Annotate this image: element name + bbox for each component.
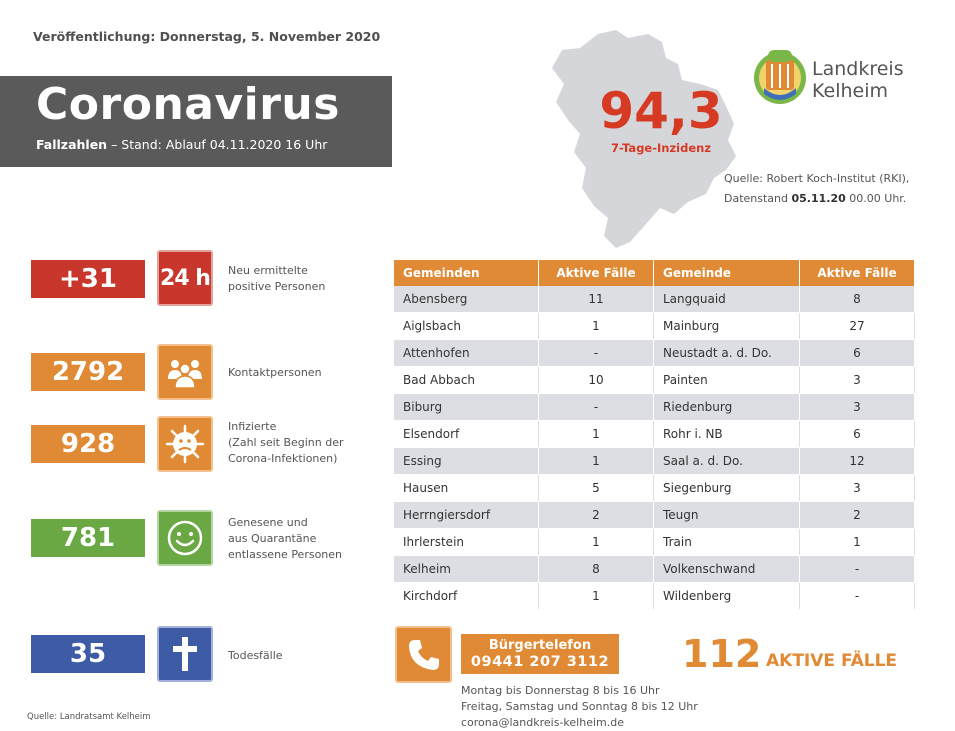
logo-text-line2: Kelheim	[812, 80, 888, 102]
subtitle-bold: Fallzahlen	[36, 137, 108, 152]
hotline-box	[461, 634, 619, 674]
municipality-name: Essing	[394, 448, 539, 475]
municipality-name: Teugn	[654, 502, 800, 529]
municipality-name: Volkenschwand	[654, 556, 800, 583]
rki-source-suffix: 00.00 Uhr.	[845, 192, 907, 205]
municipality-name: Siegenburg	[654, 475, 800, 502]
active-cases: 3	[800, 394, 915, 421]
active-cases: -	[800, 556, 915, 583]
rki-source-line2	[724, 189, 909, 209]
municipality-name: Riedenburg	[654, 394, 800, 421]
table-row	[394, 475, 915, 502]
incidence-label: 7-Tage-Inzidenz	[610, 141, 712, 155]
recovered-value: 781	[31, 519, 145, 557]
header-gemeinde-right: Gemeinde	[654, 260, 800, 286]
active-cases: 8	[539, 556, 654, 583]
municipality-name: Kirchdorf	[394, 583, 539, 610]
table-row	[394, 340, 915, 367]
header-faelle-right: Aktive Fälle	[800, 260, 915, 286]
deaths-label: Todesfälle	[228, 649, 283, 662]
title-banner	[0, 76, 392, 167]
active-cases: 6	[800, 340, 915, 367]
infected-label	[228, 419, 344, 467]
municipality-name: Attenhofen	[394, 340, 539, 367]
new-cases-value: +31	[31, 260, 145, 298]
municipality-name: Langquaid	[654, 286, 800, 313]
active-cases: -	[800, 583, 915, 610]
infected-label-line2: (Zahl seit Beginn der	[228, 436, 344, 449]
active-cases: 3	[800, 367, 915, 394]
active-cases: 2	[800, 502, 915, 529]
hotline-hours-weekend: Freitag, Samstag und Sonntag 8 bis 12 Uhr	[461, 700, 698, 713]
active-cases: 10	[539, 367, 654, 394]
active-cases: 12	[800, 448, 915, 475]
hotline-info	[461, 683, 698, 731]
new-cases-label	[228, 263, 325, 295]
municipality-name: Herrngiersdorf	[394, 502, 539, 529]
municipality-name: Mainburg	[654, 313, 800, 340]
phone-icon	[395, 626, 452, 683]
virus-icon	[157, 416, 213, 472]
24h-icon	[157, 250, 213, 306]
table-row	[394, 313, 915, 340]
recovered-label-line1: Genesene und	[228, 516, 308, 529]
municipality-name: Bad Abbach	[394, 367, 539, 394]
municipality-name: Painten	[654, 367, 800, 394]
incidence-value: 94,3	[599, 82, 723, 140]
contacts-label: Kontaktpersonen	[228, 366, 322, 379]
table-row	[394, 448, 915, 475]
municipality-name: Elsendorf	[394, 421, 539, 448]
recovered-label-line2: aus Quarantäne	[228, 532, 317, 545]
recovered-label	[228, 515, 342, 563]
table-header-row	[394, 260, 915, 286]
hotline-hours-weekday: Montag bis Donnerstag 8 bis 16 Uhr	[461, 684, 660, 697]
municipality-name: Kelheim	[394, 556, 539, 583]
table-row	[394, 286, 915, 313]
municipality-name: Ihrlerstein	[394, 529, 539, 556]
new-cases-label-line2: positive Personen	[228, 280, 326, 293]
infected-value: 928	[31, 425, 145, 463]
municipality-table	[394, 260, 915, 610]
active-cases: -	[539, 340, 654, 367]
cross-icon	[157, 626, 213, 682]
contacts-value: 2792	[31, 353, 145, 391]
active-cases: 1	[539, 313, 654, 340]
active-cases: 8	[800, 286, 915, 313]
page-subtitle	[36, 137, 327, 152]
active-cases-label: AKTIVE FÄLLE	[766, 651, 898, 671]
active-cases: 2	[539, 502, 654, 529]
table-row	[394, 502, 915, 529]
table-row	[394, 421, 915, 448]
page-title: Coronavirus	[36, 79, 340, 130]
municipality-name: Abensberg	[394, 286, 539, 313]
table-row	[394, 367, 915, 394]
active-cases: 11	[539, 286, 654, 313]
infected-label-line1: Infizierte	[228, 420, 277, 433]
hotline-number[interactable]: 09441 207 3112	[470, 654, 610, 670]
rki-source-date: 05.11.20	[791, 192, 846, 205]
table-row	[394, 529, 915, 556]
active-cases: 1	[539, 583, 654, 610]
publication-date: Veröffentlichung: Donnerstag, 5. November 2020	[33, 29, 381, 44]
table-row	[394, 556, 915, 583]
municipality-name: Saal a. d. Do.	[654, 448, 800, 475]
active-cases: 5	[539, 475, 654, 502]
municipality-name: Hausen	[394, 475, 539, 502]
active-cases: 3	[800, 475, 915, 502]
hotline-email-link[interactable]: corona@landkreis-kelheim.de	[461, 716, 624, 729]
24h-icon-text: 24 h	[160, 265, 210, 291]
active-cases: -	[539, 394, 654, 421]
active-cases: 6	[800, 421, 915, 448]
people-group-icon	[157, 344, 213, 400]
infected-label-line3: Corona-Infektionen)	[228, 452, 338, 465]
header-faelle-left: Aktive Fälle	[539, 260, 654, 286]
table-row	[394, 583, 915, 610]
active-cases-total: 112	[682, 632, 762, 676]
table-row	[394, 394, 915, 421]
logo-text-line1: Landkreis	[812, 58, 904, 80]
landkreis-logo-icon	[750, 44, 810, 106]
subtitle-rest: – Stand: Ablauf 04.11.2020 16 Uhr	[107, 137, 328, 152]
municipality-name: Wildenberg	[654, 583, 800, 610]
municipality-name: Neustadt a. d. Do.	[654, 340, 800, 367]
rki-source	[724, 169, 909, 209]
active-cases: 1	[539, 421, 654, 448]
active-cases: 27	[800, 313, 915, 340]
municipality-name: Train	[654, 529, 800, 556]
municipality-name: Rohr i. NB	[654, 421, 800, 448]
active-cases: 1	[539, 448, 654, 475]
recovered-label-line3: entlassene Personen	[228, 548, 343, 561]
header-gemeinden-left: Gemeinden	[394, 260, 539, 286]
municipality-name: Aiglsbach	[394, 313, 539, 340]
active-cases: 1	[800, 529, 915, 556]
footer-source: Quelle: Landratsamt Kelheim	[27, 712, 151, 722]
new-cases-label-line1: Neu ermittelte	[228, 264, 308, 277]
municipality-name: Biburg	[394, 394, 539, 421]
deaths-value: 35	[31, 635, 145, 673]
rki-source-line1: Quelle: Robert Koch-Institut (RKI),	[724, 172, 910, 185]
smiley-icon	[157, 510, 213, 566]
rki-source-prefix: Datenstand	[724, 192, 792, 205]
active-cases: 1	[539, 529, 654, 556]
hotline-title: Bürgertelefon	[488, 638, 592, 653]
